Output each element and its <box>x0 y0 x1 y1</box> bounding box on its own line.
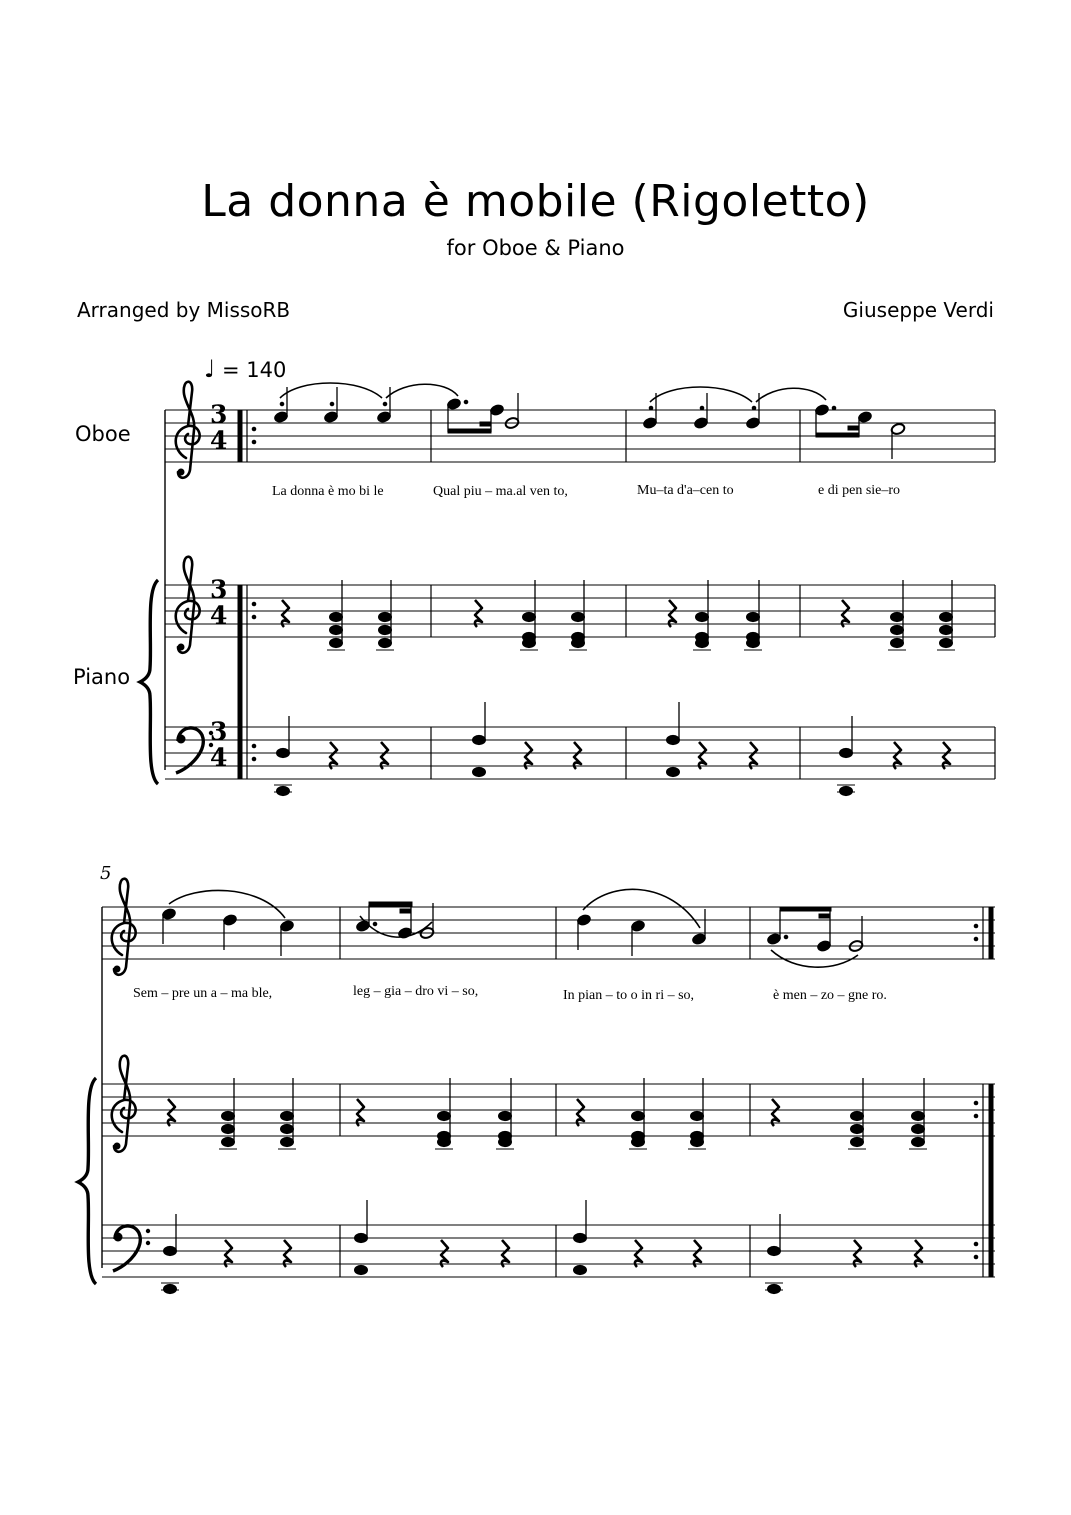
oboe-staff-1 <box>165 382 995 478</box>
quarter-note-icon: ♩ <box>204 355 216 383</box>
piece-subtitle: for Oboe & Piano <box>446 236 625 260</box>
svg-text:4: 4 <box>210 601 228 630</box>
composer-credit: Giuseppe Verdi <box>842 298 994 322</box>
arranger-credit: Arranged by MissoRB <box>77 298 291 322</box>
lyric-measure-2: Qual piu – ma.al ven to, <box>433 484 568 499</box>
piece-title: La donna è mobile (Rigoletto) <box>201 176 870 227</box>
measure-number: 5 <box>100 863 112 884</box>
svg-text:3: 3 <box>210 400 228 429</box>
piano-label: Piano <box>73 665 131 689</box>
svg-text:3: 3 <box>210 575 228 604</box>
svg-text:3: 3 <box>210 717 228 746</box>
lyric-measure-6: leg – gia – dro vi – so, <box>353 984 479 999</box>
lyric-measure-3: Mu–ta d'a–cen to <box>637 483 734 498</box>
lyric-measure-7: In pian – to o in ri – so, <box>563 988 695 1003</box>
oboe-staff-2 <box>102 879 995 975</box>
svg-text:4: 4 <box>210 743 228 772</box>
piano-treble-staff-2 <box>102 1056 995 1152</box>
lyric-measure-8: è men – zo – gne ro. <box>773 988 887 1003</box>
piano-treble-staff-1 <box>165 557 995 653</box>
lyric-measure-4: e di pen sie–ro <box>818 483 901 498</box>
lyric-measure-5: Sem – pre un a – ma ble, <box>133 986 273 1001</box>
oboe-label: Oboe <box>75 422 131 446</box>
lyric-measure-1: La donna è mo bi le <box>272 484 384 499</box>
tempo-value: = 140 <box>222 358 287 382</box>
svg-text:4: 4 <box>210 426 228 455</box>
